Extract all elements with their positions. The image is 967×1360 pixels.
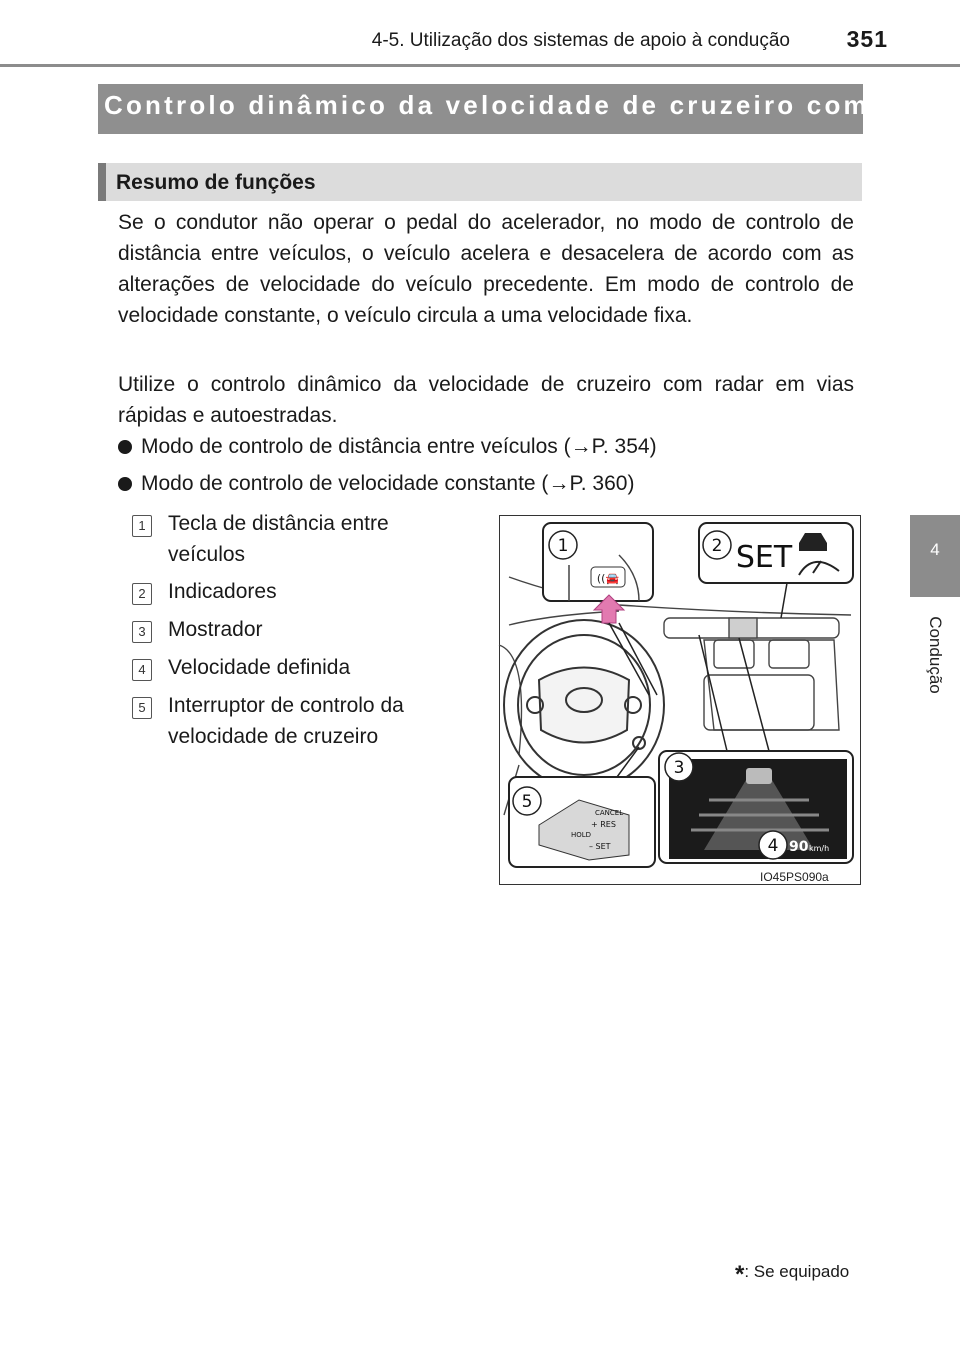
legend-number: 4 xyxy=(132,659,152,681)
legend-label: Velocidade definida xyxy=(168,656,351,679)
chapter-label: Condução xyxy=(926,616,945,694)
speed-value: 90 xyxy=(789,839,809,855)
paragraph: Se o condutor não operar o pedal do acelerador, no modo de controlo de distância entre veículos, o veículo acelera e desacelera de acordo com as alterações de velocidade do veículo precedente. Em modo de controlo de velocidade constante, o veículo circula a uma velocidade fixa. xyxy=(118,211,854,327)
speed-unit: km/h xyxy=(809,844,830,853)
chapter-number: 4 xyxy=(930,540,940,559)
bullet-icon xyxy=(118,477,132,491)
legend-number: 2 xyxy=(132,583,152,605)
arrow-icon: → xyxy=(548,472,570,495)
legend-label: Interruptor de controlo da velocidade de cruzeiro xyxy=(168,694,404,748)
callout-5: 5 xyxy=(521,792,533,812)
svg-text:((🚘: ((🚘 xyxy=(596,572,620,585)
asterisk-icon: * xyxy=(735,1261,745,1288)
callout-3: 3 xyxy=(673,758,685,778)
svg-text:+ RES: + RES xyxy=(591,820,616,829)
legend-number: 1 xyxy=(132,515,152,537)
set-indicator: SET xyxy=(735,540,793,575)
callout-2: 2 xyxy=(711,536,723,556)
svg-text:– SET: – SET xyxy=(589,842,611,851)
legend-number: 3 xyxy=(132,621,152,643)
paragraph: Utilize o controlo dinâmico da velocidade de cruzeiro com radar em vias rápidas e autoestradas. xyxy=(118,373,854,427)
figure-code: IO45PS090a xyxy=(760,870,829,884)
header-rule xyxy=(0,64,960,67)
page-number: 351 xyxy=(846,26,888,52)
asterisk-icon: * xyxy=(961,90,967,106)
callout-1: 1 xyxy=(557,536,569,556)
dashboard-illustration xyxy=(499,515,861,885)
svg-text:HOLD: HOLD xyxy=(571,831,592,839)
arrow-icon: → xyxy=(570,435,592,458)
bullet-item: Modo de controlo de distância entre veículos (→P. 354) xyxy=(118,431,657,462)
legend-number: 5 xyxy=(132,697,152,719)
svg-text:CANCEL: CANCEL xyxy=(595,809,624,817)
callout-4: 4 xyxy=(767,836,779,856)
legend-label: Mostrador xyxy=(168,618,263,641)
footnote: *: Se equipado xyxy=(735,1261,850,1288)
legend-label: Tecla de distância entre veículos xyxy=(168,512,389,566)
subheading: Resumo de funções xyxy=(116,171,316,194)
bullet-icon xyxy=(118,440,132,454)
bullet-item: Modo de controlo de velocidade constante (→P. 360) xyxy=(118,468,634,499)
subheading-accent xyxy=(98,163,106,201)
section-title: Controlo dinâmico da velocidade de cruzeiro com radar* xyxy=(104,90,967,120)
running-header: 4-5. Utilização dos sistemas de apoio à condução xyxy=(371,30,790,51)
legend-label: Indicadores xyxy=(168,580,277,603)
